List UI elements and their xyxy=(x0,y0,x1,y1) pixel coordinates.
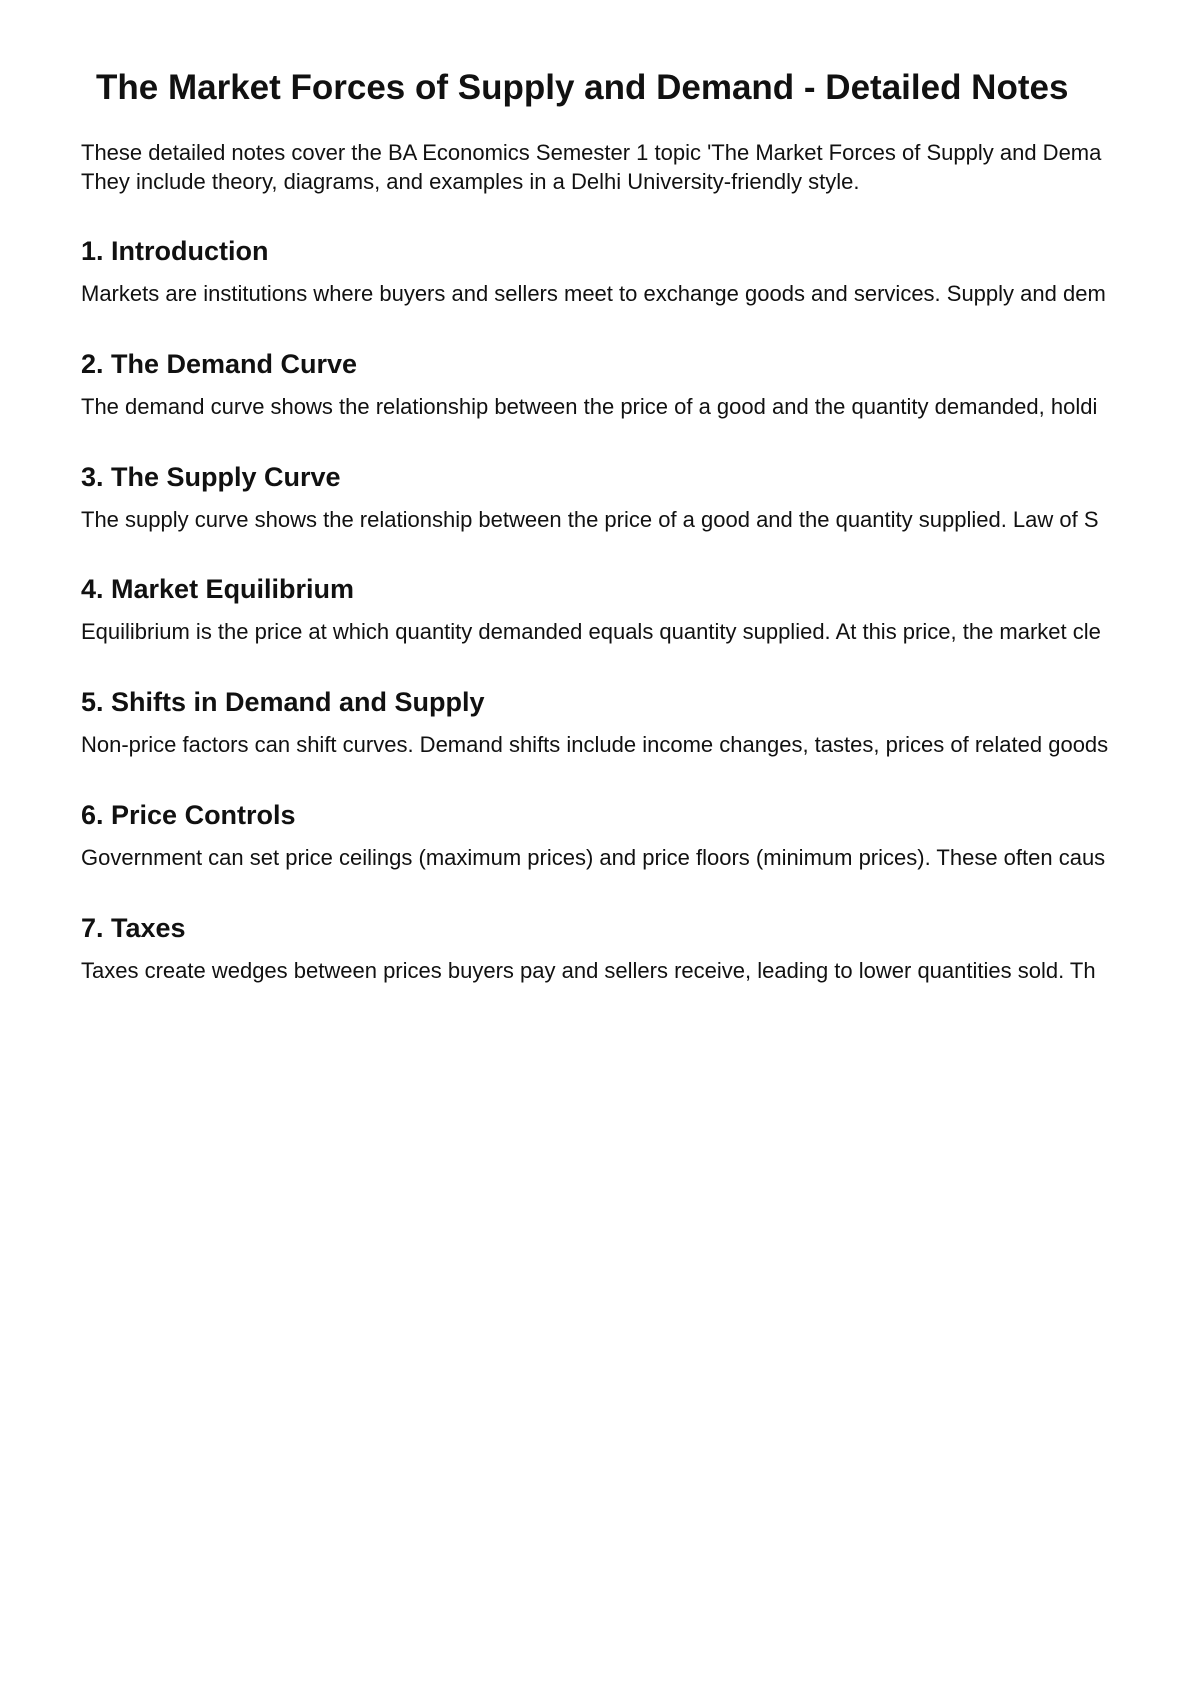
section-supply-curve xyxy=(81,459,1099,535)
section-body: The supply curve shows the relationship between the price of a good and the quantity supplied. Law of S xyxy=(81,507,1099,532)
section-taxes xyxy=(81,910,1096,986)
document-title: The Market Forces of Supply and Demand - Detailed Notes xyxy=(96,68,1069,107)
section-heading: 3. The Supply Curve xyxy=(81,462,341,492)
section-heading: 7. Taxes xyxy=(81,913,186,943)
section-body: Taxes create wedges between prices buyers pay and sellers receive, leading to lower quantities sold. Th xyxy=(81,958,1096,983)
intro-paragraph xyxy=(81,138,1101,196)
intro-line-2: They include theory, diagrams, and examples in a Delhi University-friendly style. xyxy=(81,169,860,194)
section-body: Government can set price ceilings (maximum prices) and price floors (minimum prices). These often caus xyxy=(81,845,1106,870)
intro-line-1: These detailed notes cover the BA Economics Semester 1 topic 'The Market Forces of Supply and Dema xyxy=(81,140,1102,165)
section-body: Non-price factors can shift curves. Demand shifts include income changes, tastes, prices of related goods xyxy=(81,732,1109,757)
section-price-controls xyxy=(81,797,1105,873)
section-heading: 4. Market Equilibrium xyxy=(81,574,355,604)
section-introduction xyxy=(81,233,1106,309)
section-demand-curve xyxy=(81,346,1097,422)
section-body: Markets are institutions where buyers and sellers meet to exchange goods and services. Supply and dem xyxy=(81,281,1106,306)
section-heading: 2. The Demand Curve xyxy=(81,349,358,379)
section-market-equilibrium xyxy=(81,571,1101,647)
section-shifts xyxy=(81,684,1108,760)
section-heading: 5. Shifts in Demand and Supply xyxy=(81,687,485,717)
section-heading: 6. Price Controls xyxy=(81,800,296,830)
section-body: The demand curve shows the relationship between the price of a good and the quantity demanded, holdi xyxy=(81,394,1098,419)
section-body: Equilibrium is the price at which quantity demanded equals quantity supplied. At this price, the market cle xyxy=(81,619,1101,644)
section-heading: 1. Introduction xyxy=(81,236,269,266)
